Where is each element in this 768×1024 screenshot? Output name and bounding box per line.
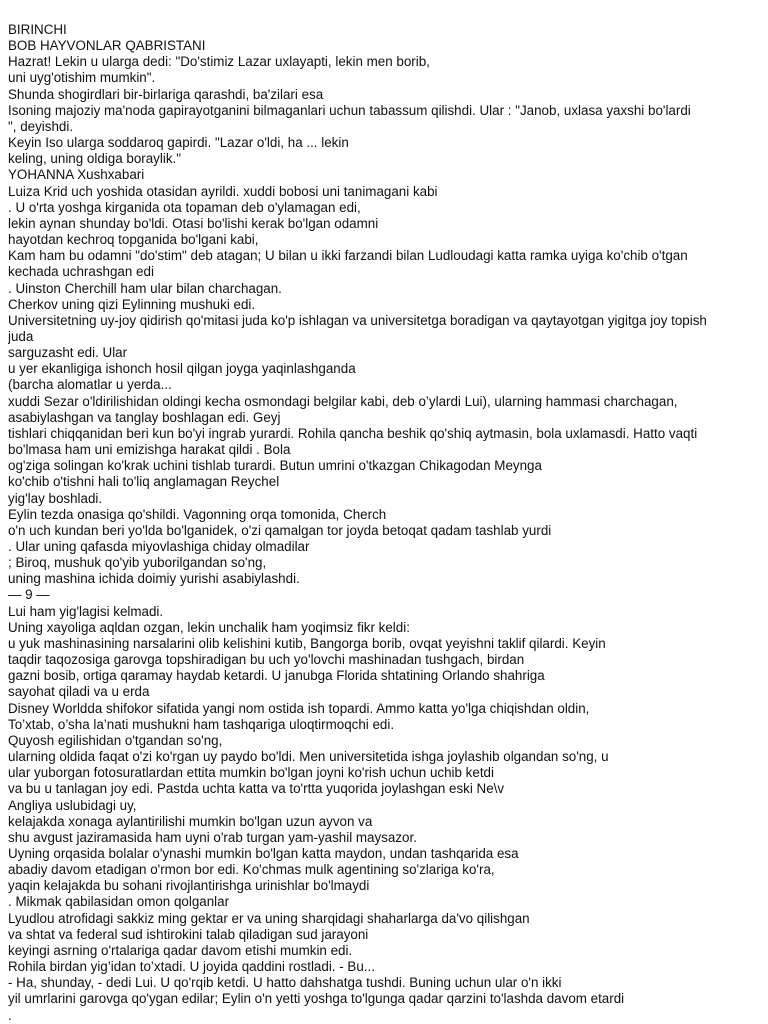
text-line: . (8, 1007, 12, 1023)
text-line: Keyin Iso ularga soddaroq gapirdi. "Lazar o'ldi, ha ... lekin (8, 135, 349, 151)
text-line: . U o'rta yoshga kirganida ota topaman deb o'ylamagan edi, (8, 199, 361, 215)
text-line: yig'lay boshladi. (8, 490, 103, 506)
text-line: . Mikmak qabilasidan omon qolganlar (8, 894, 230, 910)
text-line: ", deyishdi. (8, 118, 74, 134)
text-line: Uning xayoliga aqldan ozgan, lekin unchalik ham yoqimsiz fikr keldi: (8, 619, 410, 635)
text-line: hayotdan kechroq topganida bo'lgani kabi, (8, 232, 259, 248)
text-line: va bu u tanlagan joy edi. Pastda uchta katta va to'rtta yuqorida joylashgan eski Ne\v (8, 781, 505, 797)
text-line: Disney Worldda shifokor sifatida yangi nom ostida ish topardi. Ammo katta yo'lga chiqishdan oldin, (8, 700, 590, 716)
text-line: Universitetning uy-joy qidirish qo'mitasi juda ko'p ishlagan va universitetga boradigan va qaytayotgan yigitga joy topish (8, 312, 707, 328)
text-line: ularning oldida faqat o'zi ko'rgan uy paydo bo'ldi. Men universitetida ishga joylashib olgandan so'ng, u (8, 749, 609, 765)
text-line: Rohila birdan yig’idan to’xtadi. U joyida qaddini rostladi. - Bu... (8, 959, 375, 975)
text-line: ular yuborgan fotosuratlardan ettita mumkin bo'lgan joyni ko'rish uchun uchib ketdi (8, 765, 494, 781)
text-line: Uyning orqasida bolalar o'ynashi mumkin bo'lgan katta maydon, undan tashqarida esa (8, 845, 519, 861)
text-line: Cherkov uning qizi Eylinning mushuki edi. (8, 296, 256, 312)
text-line: bo'lmasa ham uni emizishga harakat qildi . Bola (8, 442, 291, 458)
text-line: abadiy davom etadigan o'rmon bor edi. Ko'chmas mulk agentining so'zlariga ko'ra, (8, 862, 495, 878)
document-page (8, 22, 760, 1024)
text-line: shu avgust jaziramasida ham uyni o'rab turgan yam-yashil maysazor. (8, 829, 417, 845)
chapter-number: BIRINCHI (8, 22, 67, 37)
text-line: sarguzasht edi. Ular (8, 345, 128, 361)
text-line: o'n uch kundan beri yo'lda bo'lganidek, o'zi qamalgan tor joyda betoqat qadam tashlab yurdi (8, 522, 552, 538)
text-line: sayohat qiladi va u erda (8, 684, 150, 700)
text-line: Quyosh egilishidan o'tgandan so'ng, (8, 732, 223, 748)
text-line: u yuk mashinasining narsalarini olib kelishini kutib, Bangorga borib, ovqat yeyishni taklif qilardi. Keyin (8, 635, 606, 651)
text-line: juda (8, 328, 34, 344)
text-line: xuddi Sezar o'ldirilishidan oldingi kecha osmondagi belgilar kabi, deb o’ylardi Lui), ularning hammasi charchagan, (8, 393, 678, 409)
text-line: Shunda shogirdlari bir-birlariga qarashdi, ba'zilari esa (8, 86, 324, 102)
text-line: Isoning majoziy ma'noda gapirayotganini bilmaganlari uchun tabassum qilishdi. Ular : "Janob, uxlasa yaxshi bo'lardi (8, 102, 691, 118)
text-line: u yer ekanligiga ishonch hosil qilgan joyga yaqinlashganda (8, 361, 356, 377)
text-line: keyingi asrning o'rtalariga qadar davom etishi mumkin edi. (8, 942, 353, 958)
text-line: yil umrlarini garovga qo'ygan edilar; Eylin o'n yetti yoshga to'lgunga qadar qarzini to'lashda davom etardi (8, 991, 625, 1007)
text-line: Eylin tezda onasiga qo'shildi. Vagonning orqa tomonida, Cherch (8, 506, 387, 522)
text-line: va shtat va federal sud ishtirokini talab qiladigan sud jarayoni (8, 926, 369, 942)
text-line: Luiza Krid uch yoshida otasidan ayrildi. xuddi bobosi uni tanimagani kabi (8, 183, 438, 199)
text-line: (barcha alomatlar u yerda... (8, 377, 172, 393)
text-line: uning mashina ichida doimiy yurishi asabiylashdi. (8, 571, 300, 587)
text-line: asabiylashgan va tanglay boshlagan edi. Geyj (8, 409, 281, 425)
text-line: - Ha, shunday, - dedi Lui. U qo'rqib ketdi. U hatto dahshatga tushdi. Buning uchun ular o'n ikki (8, 975, 562, 991)
text-line: . Uinston Cherchill ham ular bilan charchagan. (8, 280, 282, 296)
text-line: kechada uchrashgan edi (8, 264, 154, 280)
text-line: ; Biroq, mushuk qo'yib yuborilgandan so'ng, (8, 555, 267, 571)
text-line: Lyudlou atrofidagi sakkiz ming gektar er va uning sharqidagi shaharlarga da'vo qilishgan (8, 910, 530, 926)
text-line: Lui ham yig'lagisi kelmadi. (8, 603, 164, 619)
text-line: keling, uning oldiga boraylik." (8, 151, 181, 167)
text-line: kelajakda xonaga aylantirilishi mumkin bo'lgan uzun ayvon va (8, 813, 373, 829)
text-line: tishlari chiqqanidan beri kun bo'yi ingrab yurardi. Rohila qancha beshik qo'shiq aytmasin, bola uxlamasdi. Hatto vaqti (8, 425, 698, 441)
text-line: Angliya uslubidagi uy, (8, 797, 137, 813)
text-line: gazni bosib, ortiga qaramay haydab ketardi. U janubga Florida shtatining Orlando shahriga (8, 668, 545, 684)
text-line: uni uyg'otishim mumkin". (8, 70, 156, 86)
text-line: . Ular uning qafasda miyovlashiga chiday olmadilar (8, 539, 310, 554)
text-line: Kam ham bu odamni "do'stim" deb atagan; U bilan u ikki farzandi bilan Ludloudagi katta ramka uyiga ko'chib o'tgan (8, 248, 688, 264)
text-line: ko'chib o'tishni hali to'liq anglamagan Reychel (8, 474, 280, 490)
text-line: lekin aynan shunday bo'ldi. Otasi bo'lishi kerak bo'lgan odamni (8, 215, 379, 231)
text-line: YOHANNA Xushxabari (8, 167, 145, 183)
text-line: — 9 — (8, 587, 50, 603)
text-line: taqdir taqozosiga garovga topshiradigan bu uch yo'lovchi mashinadan tushgach, birdan (8, 652, 525, 668)
text-line: To’xtab, o’sha la’nati mushukni ham tashqariga uloqtirmoqchi edi. (8, 716, 395, 732)
chapter-title: BOB HAYVONLAR QABRISTANI (8, 38, 206, 54)
text-line: og'ziga solingan ko'krak uchini tishlab turardi. Butun umrini o'tkazgan Chikagodan Meynga (8, 458, 542, 474)
text-line: yaqin kelajakda bu sohani rivojlantirishga urinishlar bo'lmaydi (8, 878, 370, 894)
text-line: Hazrat! Lekin u ularga dedi: "Do'stimiz Lazar uxlayapti, lekin men borib, (8, 54, 430, 70)
